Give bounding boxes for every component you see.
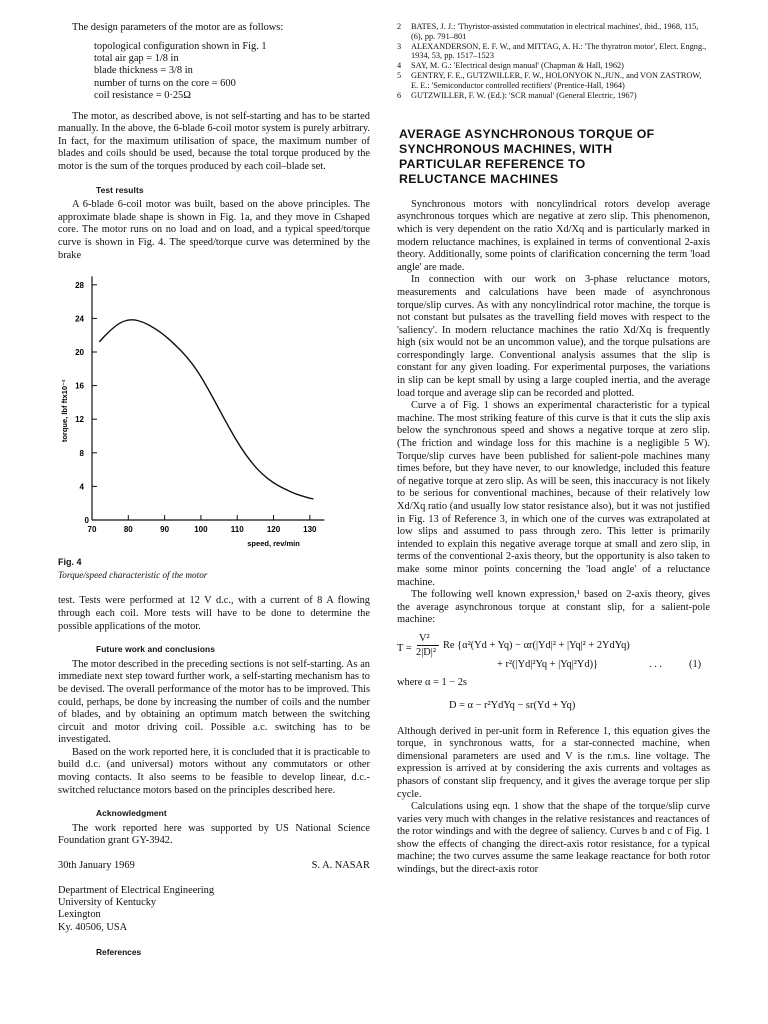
paragraph-motor: The motor, as described above, is not self-starting and has to be started manually. In the above, the 6-blade 6-coil motor system is purely arbitrary. In fact, for the maximum utilisation of space, the maximum number of blades and coils should be used, because the total torque produced by the motor is the sum of the torques produced by each coil–blade set. <box>58 110 370 172</box>
figure-label: Fig. 4 <box>58 557 82 568</box>
where-line: where α = 1 − 2s <box>397 676 467 688</box>
reference-number: 4 <box>397 61 402 71</box>
reference-text: ALEXANDERSON, E. F. W., and MITTAG, A. H.: 'The thyratron motor', Elect. Engng., 1934, 53, pp. 1517–1523 <box>411 41 707 61</box>
x-tick-label: 120 <box>266 525 281 535</box>
equation-1 <box>397 631 710 675</box>
y-tick-label: 24 <box>75 314 84 324</box>
reference-item <box>397 71 710 90</box>
x-tick-label: 80 <box>123 525 133 535</box>
y-tick-label: 12 <box>75 415 84 425</box>
article-title <box>399 127 710 187</box>
x-tick-label: 100 <box>194 525 208 535</box>
parameter-item: total air gap = 1/8 in <box>94 53 179 64</box>
section-heading-acknowledgment: Acknowledgment <box>96 808 167 819</box>
right-column <box>397 22 710 877</box>
paragraph-2: In connection with our work on 3-phase reluctance motors, measurements and calculations have been made of asynchronous torque/slip curves. As with any noncylindrical rotor machine, the torque is not constant but pulsates as the travelling field moves with respect to the 'saliency'. In modern reluctance machines the ratio Xd/Xq is frequently high (six would not be an uncommon value), and the torque pulsations are correspondingly large. Conventional analysis assumes that the slip is constant for any given loading. For experimental purposes, the variations in slip can be kept small by using a large coupled inertia, and the average load torque and average slip can be recorded and plotted. <box>397 274 710 399</box>
reference-number: 2 <box>397 22 402 31</box>
reference-text: GENTRY, F. E., GUTZWILLER, F. W., HOLONYOK N.,JUN., and VON ZASTROW, E. E.: 'Semiconductor controlled rectifiers' (Prentice-Hall, 1964) <box>411 71 702 91</box>
y-tick-label: 28 <box>75 280 84 290</box>
reference-text: GUTZWILLER, F. W. (Ed.): 'SCR manual' (General Electric, 1967) <box>411 91 637 101</box>
address-line: Lexington <box>58 909 101 921</box>
title-line: PARTICULAR REFERENCE TO <box>399 156 586 171</box>
origin-label: 0 <box>84 516 89 526</box>
title-line: RELUCTANCE MACHINES <box>399 171 559 186</box>
paragraph-test-cont: test. Tests were performed at 12 V d.c., with a current of 8 A flowing through each coil. More tests will have to be done to determine the possible applications of the motor. <box>58 595 370 632</box>
y-axis-label: torque, lbf ftx10⁻² <box>60 379 69 443</box>
reference-item <box>397 61 710 71</box>
eq1-line-1: Re {α²(Yd + Yq) − αr(|Yd|² + |Yq|² + 2YdYq) <box>443 639 630 651</box>
parameter-item: number of turns on the core = 600 <box>94 77 236 89</box>
reference-item <box>397 22 710 41</box>
reference-item <box>397 42 710 61</box>
eq1-numerator: V² <box>419 632 430 644</box>
figure-4 <box>58 266 370 556</box>
y-tick-label: 8 <box>79 448 84 458</box>
figure-caption: Torque/speed characteristic of the motor <box>58 569 208 580</box>
parameter-item: blade thickness = 3/8 in <box>94 65 193 77</box>
left-column <box>58 22 370 959</box>
eq1-fraction-bar <box>417 645 439 646</box>
x-tick-label: 90 <box>160 525 170 535</box>
eq2-text: D = α − r²YdYq − sr(Yd + Yq) <box>449 699 576 711</box>
address-line: University of Kentucky <box>58 897 157 909</box>
reference-item <box>397 91 710 101</box>
x-tick-label: 70 <box>87 525 97 535</box>
paragraph-5: Although derived in per-unit form in Reference 1, this equation gives the torque, in synchronous watts, for a star-connected machine, when dimensional parameters are used and V is the r.m.s. line voltage. The expression is arrived at by considering the axis currents and voltages as phasors of constant slip frequency, and it gives the average torque per slip cycle. <box>397 725 710 800</box>
section-heading-test-results: Test results <box>96 184 144 195</box>
author-address <box>58 885 370 935</box>
eq1-denominator: 2|D|² <box>416 646 436 658</box>
reference-number: 5 <box>397 71 402 81</box>
title-line: SYNCHRONOUS MACHINES, WITH <box>399 141 613 156</box>
parameter-item: coil resistance = 0·25Ω <box>94 90 191 102</box>
address-line: Ky. 40506, USA <box>58 921 128 933</box>
eq1-lhs: T = <box>397 642 412 654</box>
x-tick-label: 130 <box>303 525 317 535</box>
paragraph-4: The following well known expression,¹ based on 2-axis theory, gives the average asynchronous torque at constant slip, for a salient-pole machine: <box>397 589 710 626</box>
paragraph-6: Calculations using eqn. 1 show that the shape of the torque/slip curve varies very much with changes in the relative resistances and reactances of the rotor windings and with the degree of saliency. Curves b and c of Fig. 1 show the effects of changing the direct-axis rotor resistance, for a typical machine; the two curves assume the same leakage reactance for both rotor windings, but the direct-axis rotor <box>397 801 710 876</box>
params-intro: The design parameters of the motor are as follows: <box>72 22 284 33</box>
paragraph-1: Synchronous motors with noncylindrical rotors develop average asynchronous torques which are negative at zero slip. This phenomenon, which is very dependent on the ratio Xd/Xq and is particularly marked in modern reluctance machines, is explained in terms of conventional 2-axis theory. Additionally, some points of clarification concerning the term 'load angle' are made. <box>397 198 710 273</box>
section-heading-future-work: Future work and conclusions <box>96 644 216 655</box>
signature-line <box>58 860 370 873</box>
torque-speed-chart <box>58 266 370 556</box>
equation-2 <box>397 694 710 724</box>
y-tick-label: 4 <box>79 482 84 492</box>
eq1-number: (1) <box>689 658 702 670</box>
reference-text: BATES, J. J.: 'Thyristor-assisted commutation in electrical machines', ibid., 1968, 115, (6), pp. 791–801 <box>411 22 699 41</box>
y-tick-label: 20 <box>75 348 84 358</box>
author: S. A. NASAR <box>311 860 370 872</box>
title-line: AVERAGE ASYNCHRONOUS TORQUE OF <box>399 126 655 141</box>
paragraph-3: Curve a of Fig. 1 shows an experimental characteristic for a typical machine. The most striking feature of this curve is that it cuts the slip axis below the synchronous speed and shows a negative torque at zero slip. (The friction and windage loss for this machine is a negligible 5 W). Torque/slip curves have been published for salient-pole machines many times before, but they have never, to our knowledge, included this feature of negative torque at zero slip. As will be seen, this inaccuracy is not likely to be serious for conventional machines, because of their relatively low Xd/Xq ratio (and usually low stator resistance also), but it was not justified in Fig. 13 of Reference 3, in which one of the curves was extrapolated at low slips and assumed to pass through zero. This letter is primarily intended to explain this negative average torque at small and zero slip, in terms of the conventional 2-axis theory, but the opportunity is also taken to make some minor points concerning the 'load angle' of a reluctance machine. <box>397 400 710 588</box>
series-line-torque <box>99 320 313 499</box>
x-tick-label: 110 <box>230 525 244 535</box>
eq1-dots: . . . <box>649 658 662 670</box>
reference-list <box>397 22 710 101</box>
paragraph-future-2: Based on the work reported here, it is concluded that it is practicable to build d.c. (and universal) motors without any commutators or other moving contacts. It also seems to be feasible to develop linear, d.c.-switched reluctance motors based on the principles described here. <box>58 746 370 796</box>
parameter-list <box>94 41 370 103</box>
paragraph-future-1: The motor described in the preceding sections is not self-starting. As an immediate next step toward further work, a self-starting mechanism has to be devised. The overall performance of the motor has to be improved. This could, perhaps, be done by increasing the number of coils and the number of blades, and by obtaining an optimum match between the switching circuit and motor driving coil. Possible a.c. switching has to be investigated. <box>58 658 370 746</box>
reference-number: 6 <box>397 91 402 101</box>
parameter-item: topological configuration shown in Fig. 1 <box>94 40 267 52</box>
paragraph-test: A 6-blade 6-coil motor was built, based on the above principles. The approximate blade shape is shown in Fig. 1a, and they move in Cshaped core. The motor runs on no load and on load, and a typical speed/torque curve is shown in Fig. 4. The speed/torque curve was determined by the brake <box>58 199 370 261</box>
paragraph-acknowledgment: The work reported here was supported by US National Science Foundation grant GY-3942. <box>58 822 370 847</box>
address-line: Department of Electrical Engineering <box>58 884 215 896</box>
date: 30th January 1969 <box>58 860 135 872</box>
eq1-line-2: + r²(|Yd|²Yq + |Yq|²Yd)} <box>497 658 599 670</box>
reference-text: SAY, M. G.: 'Electrical design manual' (Chapman & Hall, 1962) <box>411 61 624 71</box>
y-tick-label: 16 <box>75 381 84 391</box>
x-axis-label: speed, rev/min <box>247 539 300 549</box>
reference-number: 3 <box>397 41 402 51</box>
references-heading: References <box>96 947 142 958</box>
